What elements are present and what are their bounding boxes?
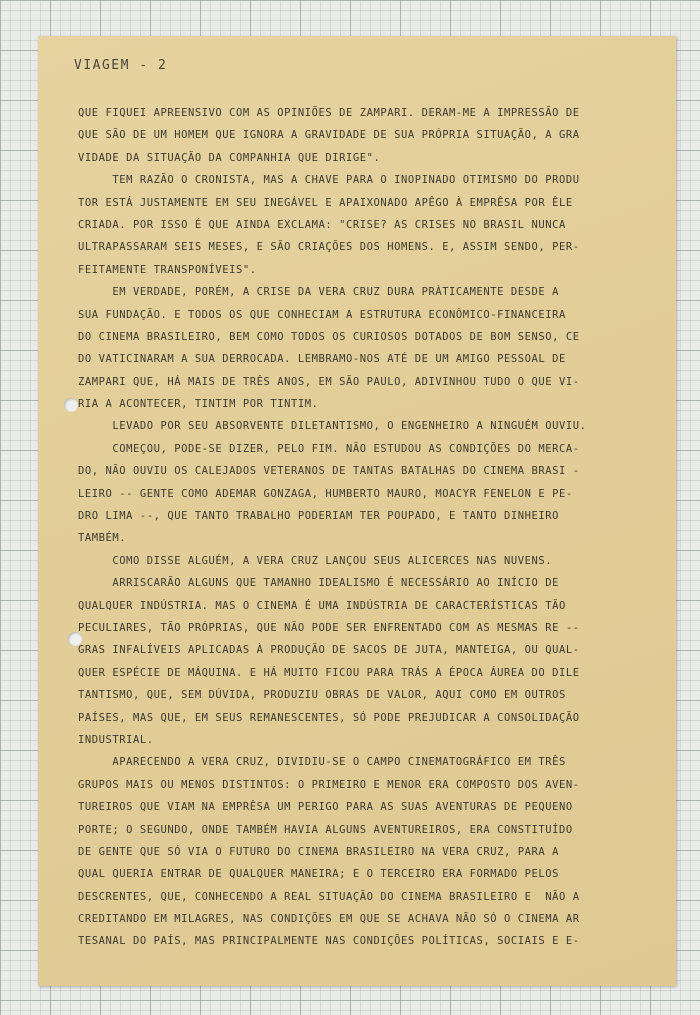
text-line: GRUPOS MAIS OU MENOS DISTINTOS: O PRIMEIRO E MENOR ERA COMPOSTO DOS AVEN- (78, 778, 580, 791)
text-line: TAMBÉM. (78, 532, 127, 545)
text-line: DESCRENTES, QUE, CONHECENDO A REAL SITUAÇÃO DO CINEMA BRASILEIRO E NÃO A (78, 890, 580, 903)
text-line: LEVADO POR SEU ABSORVENTE DILETANTISMO, O ENGENHEIRO A NINGUÉM OUVIU. (78, 420, 587, 433)
text-line: PECULIARES, TÃO PRÓPRIAS, QUE NÃO PODE SER ENFRENTADO COM AS MESMAS RE -- (78, 621, 580, 634)
text-line: INDUSTRIAL. (78, 733, 154, 746)
text-line: TUREIROS QUE VIAM NA EMPRÊSA UM PERIGO PARA AS SUAS AVENTURAS DE PEQUENO (78, 801, 573, 814)
page-body (78, 102, 674, 953)
text-line: APARECENDO A VERA CRUZ, DIVIDIU-SE O CAMPO CINEMATOGRÁFICO EM TRÊS (78, 756, 566, 769)
text-line: QUALQUER INDÚSTRIA. MAS O CINEMA É UMA INDÚSTRIA DE CARACTERÍSTICAS TÃO (78, 599, 566, 612)
typewritten-page (38, 36, 676, 986)
punch-hole (64, 398, 78, 412)
text-line: TESANAL DO PAÍS, MAS PRINCIPALMENTE NAS CONDIÇÕES POLÍTICAS, SOCIAIS E E- (78, 935, 580, 948)
text-line: PAÍSES, MAS QUE, EM SEUS REMANESCENTES, SÓ PODE PREJUDICAR A CONSOLIDAÇÃO (78, 711, 580, 724)
text-line: VIDADE DA SITUAÇÃO DA COMPANHIA QUE DIRIGE". (78, 151, 381, 164)
text-line: LEIRO -- GENTE COMO ADEMAR GONZAGA, HUMBERTO MAURO, MOACYR FENELON E PE- (78, 487, 573, 500)
page-header: VIAGEM - 2 (74, 58, 168, 73)
text-line: DO, NÃO OUVIU OS CALEJADOS VETERANOS DE TANTAS BATALHAS DO CINEMA BRASI - (78, 465, 580, 478)
text-line: RIA A ACONTECER, TINTIM POR TINTIM. (78, 398, 319, 411)
text-line: FEITAMENTE TRANSPONÍVEIS". (78, 263, 257, 276)
text-line: PORTE; O SEGUNDO, ONDE TAMBÉM HAVIA ALGUNS AVENTUREIROS, ERA CONSTITUÍDO (78, 823, 573, 836)
text-line: TEM RAZÃO O CRONISTA, MAS A CHAVE PARA O INOPINADO OTIMISMO DO PRODU (78, 174, 580, 187)
text-line: ARRISCARÃO ALGUNS QUE TAMANHO IDEALISMO É NECESSÁRIO AO INÍCIO DE (78, 577, 560, 590)
text-line: CREDITANDO EM MILAGRES, NAS CONDIÇÕES EM QUE SE ACHAVA NÃO SÓ O CINEMA AR (78, 913, 580, 926)
text-line: COMO DISSE ALGUÉM, A VERA CRUZ LANÇOU SEUS ALICERCES NAS NUVENS. (78, 554, 553, 567)
text-line: DO CINEMA BRASILEIRO, BEM COMO TODOS OS CURIOSOS DOTADOS DE BOM SENSO, CE (78, 330, 580, 343)
text-line: QUAL QUERIA ENTRAR DE QUALQUER MANEIRA; E O TERCEIRO ERA FORMADO PELOS (78, 868, 560, 881)
text-line: SUA FUNDAÇÃO. E TODOS OS QUE CONHECIAM A ESTRUTURA ECONÔMICO-FINANCEIRA (78, 308, 566, 321)
text-line: DE GENTE QUE SÓ VIA O FUTURO DO CINEMA BRASILEIRO NA VERA CRUZ, PARA A (78, 845, 560, 858)
text-line: CRIADA. POR ISSO É QUE AINDA EXCLAMA: "CRISE? AS CRISES NO BRASIL NUNCA (78, 218, 566, 231)
text-line: QUE FIQUEI APREENSIVO COM AS OPINIÕES DE ZAMPARI. DERAM-ME A IMPRESSÃO DE (78, 107, 580, 119)
text-line: DO VATICINARAM A SUA DERROCADA. LEMBRAMO-NOS ATÉ DE UM AMIGO PESSOAL DE (78, 353, 566, 366)
text-line: ULTRAPASSARAM SEIS MESES, E SÃO CRIAÇÕES DOS HOMENS. E, ASSIM SENDO, PER- (78, 241, 580, 254)
text-line: QUER ESPÉCIE DE MÁQUINA. E HÁ MUITO FICOU PARA TRÁS A ÉPOCA ÁUREA DO DILE (78, 666, 580, 679)
text-line: COMEÇOU, PODE-SE DIZER, PELO FIM. NÃO ESTUDOU AS CONDIÇÕES DO MERCA- (78, 442, 580, 455)
text-line: TANTISMO, QUE, SEM DÚVIDA, PRODUZIU OBRAS DE VALOR, AQUI COMO EM OUTROS (78, 689, 566, 702)
text-line: QUE SÃO DE UM HOMEM QUE IGNORA A GRAVIDADE DE SUA PRÓPRIA SITUAÇÃO, A GRA (78, 129, 580, 142)
text-line: DRO LIMA --, QUE TANTO TRABALHO PODERIAM TER POUPADO, E TANTO DINHEIRO (78, 510, 560, 523)
text-line: TOR ESTÁ JUSTAMENTE EM SEU INEGÁVEL E APAIXONADO APÊGO À EMPRÊSA POR ÊLE (78, 196, 573, 209)
text-line: EM VERDADE, PORÉM, A CRISE DA VERA CRUZ DURA PRÀTICAMENTE DESDE A (78, 286, 560, 299)
text-line: GRAS INFALÍVEIS APLICADAS À PRODUÇÃO DE SACOS DE JUTA, MANTEIGA, OU QUAL- (78, 644, 580, 657)
text-line: ZAMPARI QUE, HÁ MAIS DE TRÊS ANOS, EM SÃO PAULO, ADIVINHOU TUDO O QUE VI- (78, 375, 580, 388)
